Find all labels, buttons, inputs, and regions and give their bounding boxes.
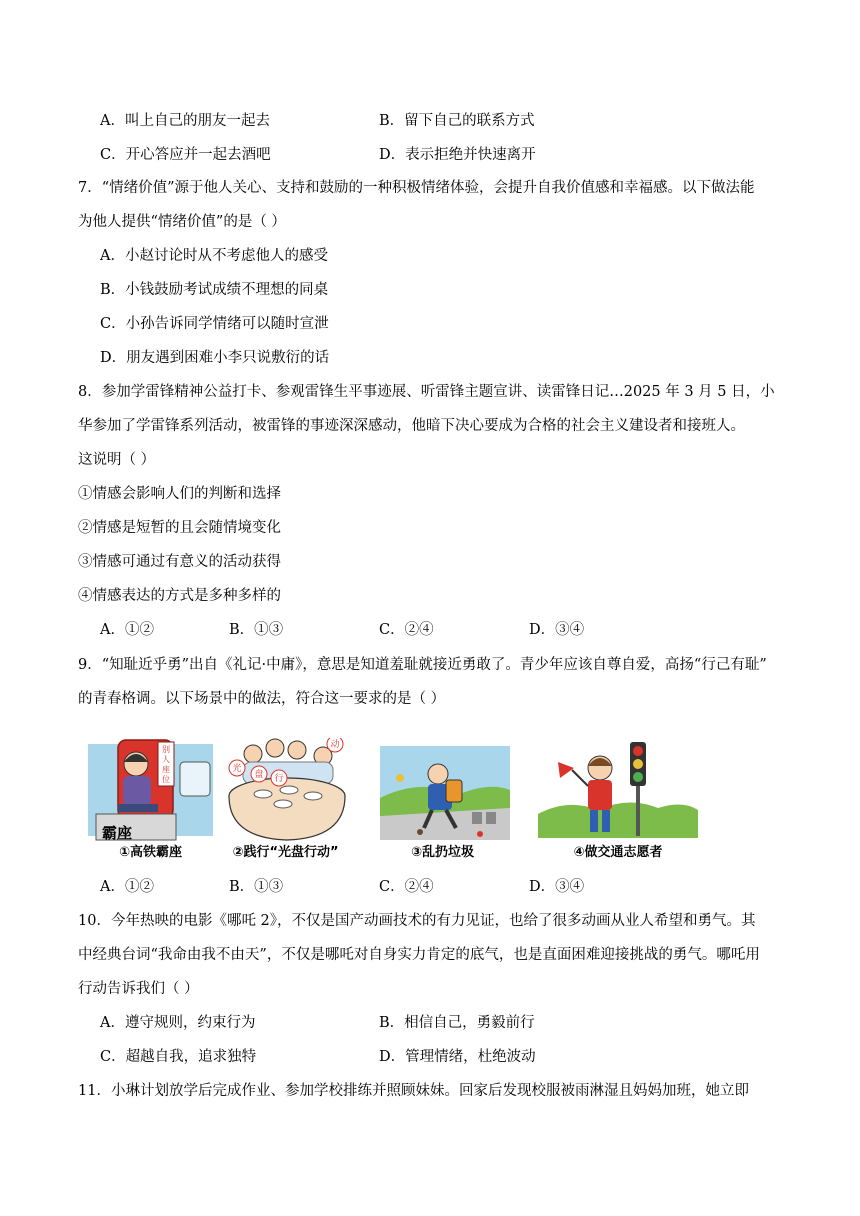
q8-statement-1: ①情感会影响人们的判断和选择 [78,486,281,502]
q6-option-d[interactable]: D．表示拒绝并快速离开 [379,147,536,163]
q7-option-b[interactable]: B．小钱鼓励考试成绩不理想的同桌 [100,282,329,298]
q6-option-c[interactable]: C．开心答应并一起去酒吧 [100,147,271,163]
q10-option-b[interactable]: B．相信自己，勇毅前行 [379,1015,535,1031]
q7-option-a[interactable]: A．小赵讨论时从不考虑他人的感受 [100,248,328,264]
clear-plate-sign-1: 光 [232,764,242,774]
q9-picture-4 [538,738,698,862]
q9-options-row [100,877,584,897]
q9-picture-2 [223,738,348,862]
q7-option-d[interactable]: D．朋友遇到困难小李只说敷衍的话 [100,350,330,366]
q9-stem-line1: 9．“知耻近乎勇”出自《礼记·中庸》，意思是知道羞耻就接近勇敢了。青少年应该自尊自爱，高扬“行己有耻” [78,657,767,673]
q9-picture-2-caption: ②践行“光盘行动” [232,845,339,860]
q8-option-c[interactable]: C．②④ [379,622,434,638]
svg-text:座: 座 [162,765,170,774]
q7-option-c[interactable]: C．小孙告诉同学情绪可以随时宣泄 [100,316,329,332]
q7-stem-line1: 7．“情绪价值”源于他人关心、支持和鼓励的一种积极情绪体验，会提升自我价值感和幸福感。以下做法能 [78,180,755,196]
seat-sign-char1: 别 [162,745,170,754]
q9-option-d[interactable]: D．③④ [529,879,585,895]
q9-option-a[interactable]: A．①② [100,879,154,895]
q9-picture-1-caption: ①高铁霸座 [118,845,182,860]
littering-illustration [380,738,510,842]
q8-stem-line3: 这说明（ ） [78,452,156,468]
q9-stem-line2: 的青春格调。以下场景中的做法，符合这一要求的是（ ） [78,691,446,707]
traffic-volunteer-illustration [538,738,698,842]
q10-option-a[interactable]: A．遵守规则，约束行为 [100,1015,256,1031]
q8-statement-3: ③情感可通过有意义的活动获得 [78,554,281,570]
clear-plate-illustration [223,738,348,842]
clear-plate-sign-3: 行 [274,774,284,784]
clear-plate-sign-4: 动 [330,740,340,750]
q9-picture-3-caption: ③乱扔垃圾 [410,845,474,860]
q9-option-c[interactable]: C．②④ [379,879,434,895]
q6-options-row2 [100,145,536,165]
q8-option-d[interactable]: D．③④ [529,622,585,638]
svg-text:人: 人 [162,755,170,764]
q10-options-row2 [100,1047,536,1067]
q9-picture-4-caption: ④做交通志愿者 [573,845,663,860]
q10-stem-line1: 10．今年热映的电影《哪吒 2》，不仅是国产动画技术的有力见证，也给了很多动画从业人希望和勇气。其 [78,913,756,929]
clear-plate-sign-2: 盘 [254,770,264,780]
q10-stem-line3: 行动告诉我们（ ） [78,981,199,997]
q8-option-b[interactable]: B．①③ [229,622,284,638]
q9-picture-3 [380,738,505,862]
q7-stem-line2: 为他人提供“情绪价值”的是（ ） [78,214,286,230]
q11-stem-line1: 11．小琳计划放学后完成作业、参加学校排练并照顾妹妹。回家后发现校服被雨淋湿且妈妈加班，她立即 [78,1083,749,1099]
q9-picture-1 [88,738,213,862]
svg-text:位: 位 [162,775,170,784]
q8-statement-2: ②情感是短暂的且会随情境变化 [78,520,281,536]
q6-option-a[interactable]: A．叫上自己的朋友一起去 [100,113,270,129]
q10-option-c[interactable]: C．超越自我，追求独特 [100,1049,257,1065]
q6-option-b[interactable]: B．留下自己的联系方式 [379,113,535,129]
q8-options-row [100,620,584,640]
q10-option-d[interactable]: D．管理情绪，杜绝波动 [379,1049,536,1065]
q9-option-b[interactable]: B．①③ [229,879,284,895]
q8-option-a[interactable]: A．①② [100,622,154,638]
q8-stem-line2: 华参加了学雷锋系列活动，被雷锋的事迹深深感动，他暗下决心要成为合格的社会主义建设者和接班人。 [78,418,745,434]
q9-picture-row [88,738,708,862]
seat-hogging-sign: 霸座 [102,824,133,842]
q10-options-row1 [100,1013,535,1033]
q8-stem-line1: 8．参加学雷锋精神公益打卡、参观雷锋生平事迹展、听雷锋主题宣讲、读雷锋日记…2025 年 3 月 5 日，小 [78,384,775,400]
q6-options-row1 [100,111,535,131]
q10-stem-line2: 中经典台词“我命由我不由天”，不仅是哪吒对自身实力肯定的底气，也是直面困难迎接挑战的勇气。哪吒用 [78,947,760,963]
q8-statement-4: ④情感表达的方式是多种多样的 [78,588,281,604]
